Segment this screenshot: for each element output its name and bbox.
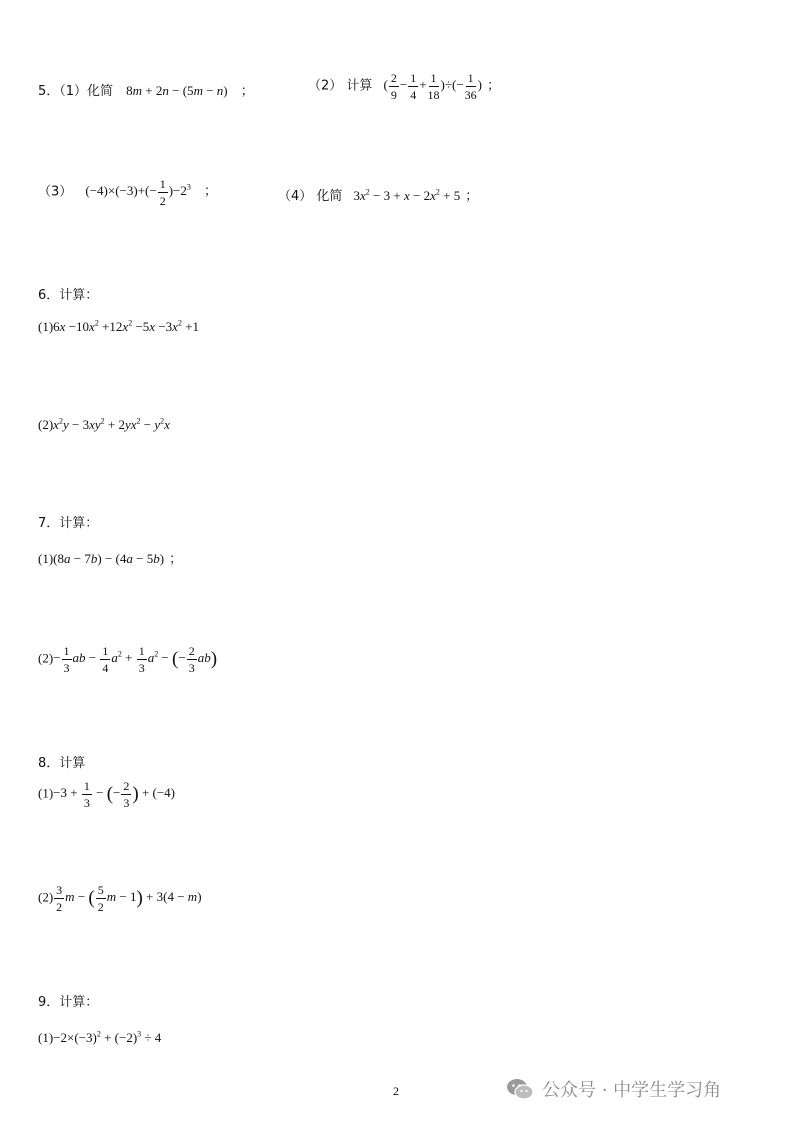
math-expression: ( $\frac{2}{9}$ − $\frac{1}{4}$ + $\frac{1}{18}$ )÷(− $\frac{1}{36}$ )	[383, 71, 482, 102]
problem-5-part-3	[38, 178, 217, 207]
problem-8-part-1	[38, 780, 175, 809]
problem-5-part-2	[308, 72, 500, 101]
problem-8-part-2	[38, 884, 202, 913]
sub-label: （1）化简	[59, 84, 114, 99]
page-number: 2	[393, 1084, 399, 1098]
problem-9-title: 9．计算：	[38, 995, 99, 1010]
math-expression: $-2\times(-3)^2 + (-2)^3 \div 4$	[53, 1029, 162, 1045]
math-expression: $3x^2 - 3 + x - 2x^2 + 5$	[353, 187, 461, 203]
sub-label: (1)	[38, 1030, 54, 1045]
problem-number: 5．	[38, 84, 60, 99]
problem-5-part-1	[38, 80, 254, 99]
sub-label: （2） 计算	[308, 78, 373, 94]
separator: ；	[487, 78, 501, 94]
watermark-text: 公众号 · 中学生学习角	[542, 1080, 722, 1101]
math-expression: 8m + 2n − (5m − n)	[126, 83, 228, 98]
problem-9-part-1	[38, 1027, 161, 1046]
sub-label: (1)	[38, 785, 54, 801]
math-expression: $x^2y - 3xy^2 + 2yx^2 - y^2x$	[53, 416, 170, 432]
math-expression: − $\frac{1}{3}$ ab − $\frac{1}{4}$ $a^2$ + $\frac{1}{3}$ $a^2$ − (− $\frac{2}{3}$ ab)	[53, 644, 218, 675]
problem-5-part-4	[278, 185, 478, 204]
problem-6-title: 6．计算：	[38, 288, 99, 303]
problem-6-part-2	[38, 414, 170, 433]
math-expression: (8a − 7b) − (4a − 5b)	[53, 551, 165, 566]
sub-label: (2)	[38, 889, 54, 905]
sub-label: (1)	[38, 319, 54, 334]
separator: ；	[169, 552, 183, 567]
problem-6-part-1	[38, 316, 199, 335]
sub-label: （4） 化简	[278, 189, 343, 204]
math-expression: (−4)×(−3)+(− $\frac{1}{2}$ )$-2^3$	[85, 177, 191, 208]
sub-label: (2)	[38, 417, 54, 432]
math-expression: −3 + $\frac{1}{3}$ − (− $\frac{2}{3}$ ) + (−4)	[53, 779, 176, 810]
math-expression: $\frac{3}{2}$ m − ( $\frac{5}{2}$ m − 1) + 3(4 − m)	[56, 883, 202, 914]
sub-label: （3）	[38, 184, 73, 200]
separator: ；	[465, 189, 479, 204]
problem-7-title: 7．计算：	[38, 516, 99, 531]
separator: ；	[240, 84, 254, 99]
watermark	[506, 1076, 721, 1102]
problem-8-title: 8．计算	[38, 756, 86, 771]
sub-label: (1)	[38, 551, 54, 566]
sub-label: (2)	[38, 650, 54, 666]
wechat-icon	[506, 1077, 534, 1101]
problem-7-part-2	[38, 645, 217, 674]
math-expression: $6x -10x^2 +12x^2 -5x -3x^2 +1$	[53, 318, 200, 334]
separator: ；	[203, 184, 217, 200]
problem-7-part-1	[38, 548, 182, 567]
